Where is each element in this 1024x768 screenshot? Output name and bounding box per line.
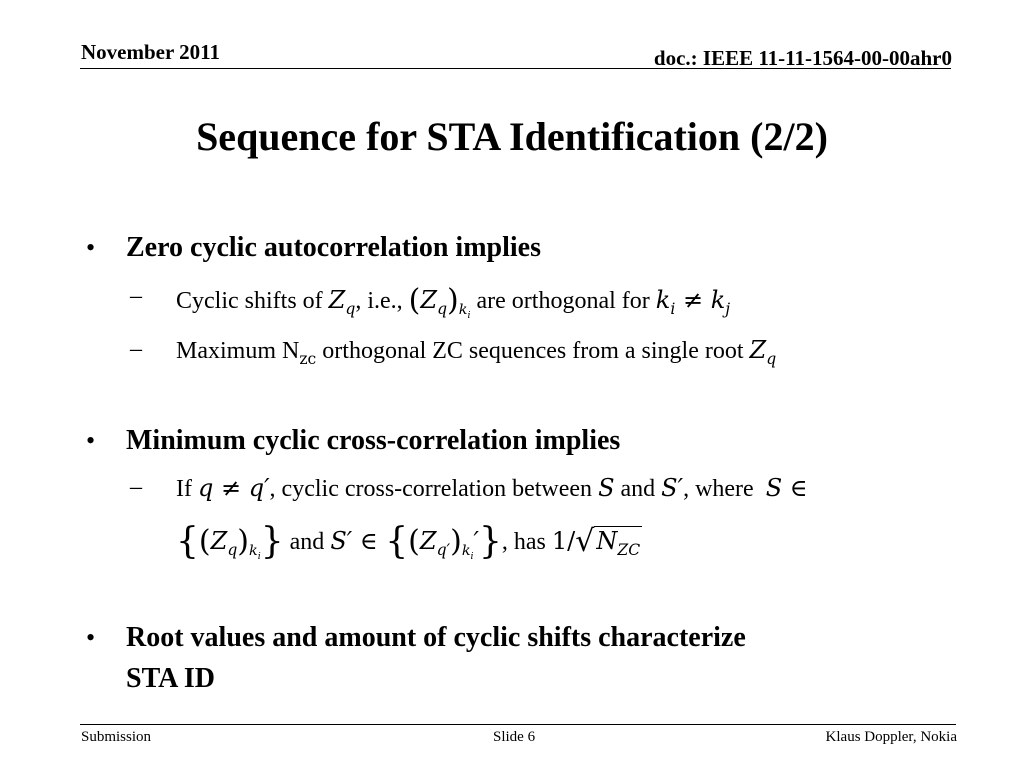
slide-title: Sequence for STA Identification (2/2) (196, 114, 828, 159)
sub-text: and (614, 476, 662, 502)
math-set-s: $\{(Z_q)_{k_i}\}$ (176, 521, 284, 562)
sub-text: orthogonal ZC sequences from a single root (316, 338, 750, 364)
sub-text: , where (683, 476, 754, 502)
bullet-1-sub-2 (130, 336, 777, 368)
sub-text: , has (501, 529, 552, 555)
footer-author: Klaus Doppler, Nokia (825, 729, 957, 745)
subscript-zc: zc (299, 349, 317, 368)
dash-marker: – (130, 336, 142, 362)
math-one-over-sqrt-nzc: $1/√N_{ZC}$ (551, 524, 641, 559)
footer-slide-number: Slide 6 (493, 729, 536, 745)
header-date: November 2011 (81, 40, 221, 64)
footer-rule (80, 724, 956, 725)
header-rule (80, 68, 951, 69)
sub-text: are orthogonal for (470, 288, 656, 314)
math-s-prime: S′ (661, 474, 684, 502)
dash-marker: – (130, 283, 142, 309)
bullet-2-text: Minimum cyclic cross-correlation implies (126, 425, 621, 456)
bullet-marker: • (86, 623, 96, 652)
math-zq-shifted: $(Z_q)_{k_i}$ (408, 283, 471, 321)
bullet-3-text-line1: Root values and amount of cyclic shifts characterize (126, 622, 746, 653)
math-q-neq-qprime: q ≠ q′ (197, 474, 270, 502)
bullet-2-sub-1 (130, 474, 808, 502)
bullet-marker: • (86, 426, 96, 455)
sub-text: Cyclic shifts of (176, 288, 329, 314)
header-doc-id: doc.: IEEE 11-11-1564-00-00ahr0 (653, 46, 952, 70)
math-s-in: S ∈ (765, 474, 808, 502)
bullet-marker: • (86, 233, 96, 262)
footer-submission: Submission (81, 729, 152, 745)
dash-marker: – (130, 474, 142, 500)
bullet-3 (86, 622, 746, 694)
bullet-3-text-line2: STA ID (126, 663, 215, 694)
math-ki-neq-kj: $k_i \ne k_j$ (655, 286, 731, 318)
sub-text: Maximum N (176, 338, 300, 364)
bullet-1-sub-1 (130, 283, 731, 321)
sub-text: , i.e., (355, 288, 409, 314)
bullet-2-sub-1-cont (176, 521, 642, 562)
sub-text: If (176, 476, 198, 502)
bullet-1-text: Zero cyclic autocorrelation implies (126, 232, 541, 263)
math-zq: $Z_q$ (749, 336, 777, 368)
sub-text: and (283, 529, 331, 555)
math-s-prime-in: S′ ∈ (330, 527, 378, 555)
bullet-2 (86, 425, 621, 457)
bullet-1 (86, 232, 541, 264)
math-zq: $Z_q$ (328, 286, 356, 318)
math-s: S (598, 474, 615, 502)
math-set-s-prime: $\{(Z_{q'})_{k_i}'\}$ (385, 521, 502, 562)
sub-text: , cyclic cross-correlation between (269, 476, 599, 502)
